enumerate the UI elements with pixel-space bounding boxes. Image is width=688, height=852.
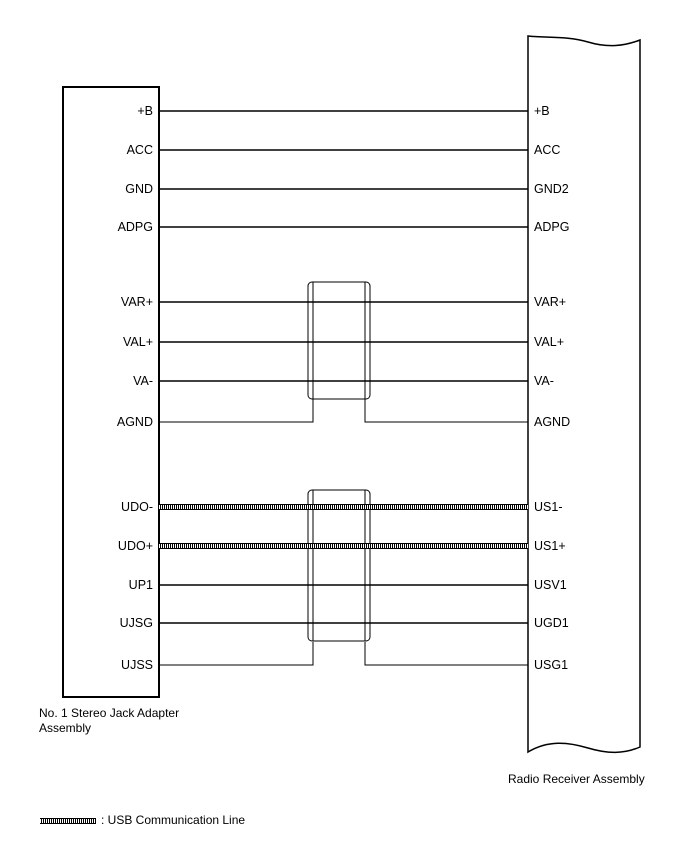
right-pin-label: USG1 <box>534 658 569 672</box>
shield-ground-wire-agnd <box>159 399 528 422</box>
left-pin-label: VAL+ <box>123 335 153 349</box>
right-pin-label: VAR+ <box>534 295 567 309</box>
left-pin-label: UP1 <box>128 578 153 592</box>
right-pin-label: VA- <box>534 374 554 388</box>
legend <box>40 813 245 827</box>
right-pin-label: ADPG <box>534 220 570 234</box>
wires-layer <box>159 111 528 665</box>
right-pin-label: +B <box>534 104 550 118</box>
left-pin-label: ADPG <box>117 220 153 234</box>
left-pin-label: UDO- <box>121 500 153 514</box>
left-pin-label: VAR+ <box>120 295 153 309</box>
right-pin-label: ACC <box>534 143 561 157</box>
right-pin-label: AGND <box>534 415 571 429</box>
left-pin-label: +B <box>137 104 153 118</box>
right-unit-name: Radio Receiver Assembly <box>508 772 645 786</box>
left-pin-label: VA- <box>133 374 153 388</box>
right-pin-label: UGD1 <box>534 616 569 630</box>
right-pin-label: USV1 <box>534 578 567 592</box>
left-unit-name-line1: No. 1 Stereo Jack Adapter <box>39 706 180 720</box>
left-pin-label: UJSS <box>121 658 153 672</box>
shield-ground-wire-ujss <box>159 642 528 665</box>
left-pin-label: UDO+ <box>117 539 153 553</box>
right-pin-label: US1- <box>534 500 563 514</box>
left-pin-label: GND <box>125 182 153 196</box>
left-pin-label: AGND <box>116 415 153 429</box>
right-pin-label: VAL+ <box>534 335 564 349</box>
left-unit-name-line2: Assembly <box>39 721 92 735</box>
right-pin-label: GND2 <box>534 182 569 196</box>
left-pin-label: UJSG <box>119 616 153 630</box>
left-pin-label: ACC <box>126 143 153 157</box>
stereo-jack-adapter-box <box>63 87 159 697</box>
right-pin-label: US1+ <box>534 539 566 553</box>
shield-group-usb <box>308 490 370 641</box>
legend-label: : USB Communication Line <box>101 813 246 827</box>
